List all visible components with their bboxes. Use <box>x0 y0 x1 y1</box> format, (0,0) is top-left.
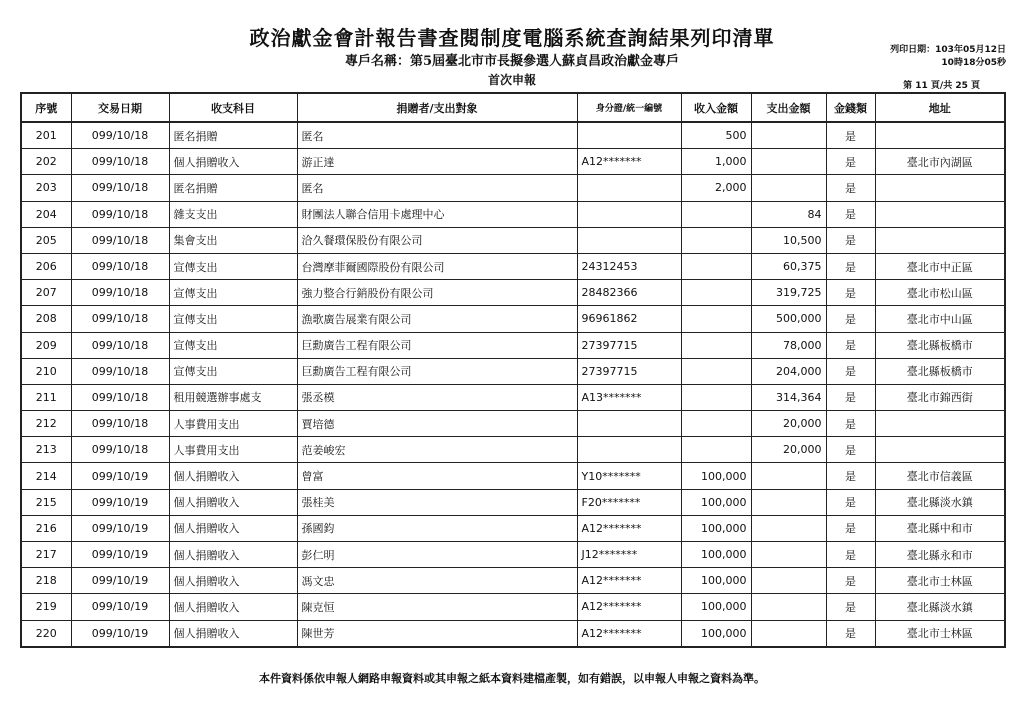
money-type: 是 <box>826 332 875 358</box>
column-header: 收支科目 <box>169 93 297 122</box>
donor-or-payee: 台灣摩菲爾國際股份有限公司 <box>297 253 577 279</box>
donor-or-payee: 洽久餐環保股份有限公司 <box>297 227 577 253</box>
id-number: A12******* <box>577 594 681 620</box>
income-amount <box>681 332 751 358</box>
expense-amount <box>751 122 826 149</box>
id-number <box>577 437 681 463</box>
ledger-table <box>20 92 1006 648</box>
income-amount: 500 <box>681 122 751 149</box>
donor-or-payee: 強力整合行銷股份有限公司 <box>297 280 577 306</box>
money-type: 是 <box>826 437 875 463</box>
document-title: 政治獻金會計報告書查閱制度電腦系統查詢結果列印清單 <box>249 26 775 50</box>
column-header: 序號 <box>21 93 71 122</box>
row-number: 206 <box>21 253 71 279</box>
id-number: Y10******* <box>577 463 681 489</box>
id-number <box>577 227 681 253</box>
account-category: 個人捐贈收入 <box>169 542 297 568</box>
column-header: 地址 <box>875 93 1005 122</box>
expense-amount <box>751 175 826 201</box>
income-amount <box>681 227 751 253</box>
expense-amount <box>751 620 826 647</box>
row-number: 212 <box>21 411 71 437</box>
column-header: 交易日期 <box>71 93 169 122</box>
transaction-date: 099/10/18 <box>71 149 169 175</box>
donor-or-payee: 匿名 <box>297 175 577 201</box>
id-number <box>577 201 681 227</box>
page-info: 第 11 頁/共 25 頁 <box>903 81 980 91</box>
money-type: 是 <box>826 280 875 306</box>
account-name: 專戶名稱：第5屆臺北市市長擬參選人蘇貞昌政治獻金專戶 <box>344 54 680 69</box>
table-row <box>21 620 1005 647</box>
income-amount <box>681 384 751 410</box>
account-category: 個人捐贈收入 <box>169 620 297 647</box>
expense-amount: 84 <box>751 201 826 227</box>
transaction-date: 099/10/18 <box>71 175 169 201</box>
address: 臺北縣淡水鎮 <box>875 489 1005 515</box>
expense-amount: 204,000 <box>751 358 826 384</box>
row-number: 211 <box>21 384 71 410</box>
address <box>875 411 1005 437</box>
donor-or-payee: 彭仁明 <box>297 542 577 568</box>
row-number: 216 <box>21 515 71 541</box>
ledger-body <box>21 122 1005 647</box>
transaction-date: 099/10/19 <box>71 463 169 489</box>
donor-or-payee: 匿名 <box>297 122 577 149</box>
address: 臺北市士林區 <box>875 620 1005 647</box>
transaction-date: 099/10/19 <box>71 489 169 515</box>
transaction-date: 099/10/18 <box>71 122 169 149</box>
expense-amount: 78,000 <box>751 332 826 358</box>
id-number: 27397715 <box>577 332 681 358</box>
table-row <box>21 437 1005 463</box>
address <box>875 175 1005 201</box>
address <box>875 201 1005 227</box>
donor-or-payee: 曾富 <box>297 463 577 489</box>
donor-or-payee: 陳世芳 <box>297 620 577 647</box>
account-category: 個人捐贈收入 <box>169 515 297 541</box>
column-header: 支出金額 <box>751 93 826 122</box>
transaction-date: 099/10/18 <box>71 280 169 306</box>
transaction-date: 099/10/18 <box>71 437 169 463</box>
column-header: 身分證/統一編號 <box>577 93 681 122</box>
address: 臺北縣淡水鎮 <box>875 594 1005 620</box>
account-category: 個人捐贈收入 <box>169 489 297 515</box>
account-category: 個人捐贈收入 <box>169 594 297 620</box>
id-number <box>577 411 681 437</box>
account-category: 宣傳支出 <box>169 280 297 306</box>
donor-or-payee: 漁歌廣告展業有限公司 <box>297 306 577 332</box>
address <box>875 227 1005 253</box>
id-number: A13******* <box>577 384 681 410</box>
income-amount <box>681 201 751 227</box>
money-type: 是 <box>826 253 875 279</box>
account-category: 宣傳支出 <box>169 358 297 384</box>
table-row <box>21 515 1005 541</box>
row-number: 202 <box>21 149 71 175</box>
row-number: 209 <box>21 332 71 358</box>
money-type: 是 <box>826 568 875 594</box>
id-number: A12******* <box>577 568 681 594</box>
column-header: 捐贈者/支出對象 <box>297 93 577 122</box>
footnote: 本件資料係依申報人網路申報資料或其申報之紙本資料建檔產製，如有錯誤，以申報人申報之資料為準。 <box>259 672 765 685</box>
table-row <box>21 384 1005 410</box>
donor-or-payee: 孫國鈞 <box>297 515 577 541</box>
id-number: J12******* <box>577 542 681 568</box>
money-type: 是 <box>826 411 875 437</box>
transaction-date: 099/10/19 <box>71 515 169 541</box>
expense-amount <box>751 594 826 620</box>
expense-amount <box>751 568 826 594</box>
money-type: 是 <box>826 489 875 515</box>
income-amount: 100,000 <box>681 515 751 541</box>
table-row <box>21 122 1005 149</box>
address: 臺北縣永和市 <box>875 542 1005 568</box>
transaction-date: 099/10/18 <box>71 332 169 358</box>
money-type: 是 <box>826 542 875 568</box>
expense-amount <box>751 149 826 175</box>
expense-amount: 60,375 <box>751 253 826 279</box>
table-row <box>21 280 1005 306</box>
transaction-date: 099/10/18 <box>71 306 169 332</box>
expense-amount <box>751 542 826 568</box>
income-amount: 100,000 <box>681 594 751 620</box>
expense-amount: 314,364 <box>751 384 826 410</box>
expense-amount: 20,000 <box>751 437 826 463</box>
id-number: 24312453 <box>577 253 681 279</box>
column-header: 收入金額 <box>681 93 751 122</box>
donor-or-payee: 陳克恒 <box>297 594 577 620</box>
id-number: A12******* <box>577 149 681 175</box>
income-amount: 100,000 <box>681 463 751 489</box>
income-amount <box>681 306 751 332</box>
account-category: 雜支支出 <box>169 201 297 227</box>
income-amount <box>681 358 751 384</box>
account-category: 宣傳支出 <box>169 306 297 332</box>
money-type: 是 <box>826 201 875 227</box>
expense-amount <box>751 463 826 489</box>
money-type: 是 <box>826 384 875 410</box>
print-date-line: 列印日期：103年05月12日 <box>890 45 1006 55</box>
report-type: 首次申報 <box>487 73 536 87</box>
row-number: 219 <box>21 594 71 620</box>
expense-amount <box>751 515 826 541</box>
income-amount: 100,000 <box>681 542 751 568</box>
account-category: 個人捐贈收入 <box>169 463 297 489</box>
account-category: 租用競選辦事處支 <box>169 384 297 410</box>
income-amount <box>681 280 751 306</box>
table-row <box>21 149 1005 175</box>
id-number: A12******* <box>577 620 681 647</box>
table-row <box>21 542 1005 568</box>
income-amount: 100,000 <box>681 568 751 594</box>
address: 臺北市信義區 <box>875 463 1005 489</box>
address: 臺北市松山區 <box>875 280 1005 306</box>
expense-amount: 10,500 <box>751 227 826 253</box>
row-number: 207 <box>21 280 71 306</box>
income-amount: 100,000 <box>681 620 751 647</box>
id-number: 96961862 <box>577 306 681 332</box>
table-row <box>21 358 1005 384</box>
id-number <box>577 175 681 201</box>
row-number: 203 <box>21 175 71 201</box>
id-number: F20******* <box>577 489 681 515</box>
print-time-line: 10時18分05秒 <box>941 58 1006 68</box>
address: 臺北市中山區 <box>875 306 1005 332</box>
address: 臺北市錦西街 <box>875 384 1005 410</box>
transaction-date: 099/10/18 <box>71 253 169 279</box>
row-number: 214 <box>21 463 71 489</box>
row-number: 201 <box>21 122 71 149</box>
donor-or-payee: 馮文忠 <box>297 568 577 594</box>
account-category: 集會支出 <box>169 227 297 253</box>
address <box>875 122 1005 149</box>
income-amount: 2,000 <box>681 175 751 201</box>
table-row <box>21 594 1005 620</box>
header-row <box>21 93 1005 122</box>
row-number: 215 <box>21 489 71 515</box>
table-row <box>21 201 1005 227</box>
table-row <box>21 411 1005 437</box>
transaction-date: 099/10/19 <box>71 594 169 620</box>
money-type: 是 <box>826 515 875 541</box>
donor-or-payee: 游正達 <box>297 149 577 175</box>
address <box>875 437 1005 463</box>
table-row <box>21 568 1005 594</box>
account-category: 人事費用支出 <box>169 437 297 463</box>
id-number: 28482366 <box>577 280 681 306</box>
column-header: 金錢類 <box>826 93 875 122</box>
row-number: 204 <box>21 201 71 227</box>
money-type: 是 <box>826 175 875 201</box>
address: 臺北縣中和市 <box>875 515 1005 541</box>
id-number <box>577 122 681 149</box>
transaction-date: 099/10/18 <box>71 227 169 253</box>
donor-or-payee: 張桂美 <box>297 489 577 515</box>
row-number: 210 <box>21 358 71 384</box>
transaction-date: 099/10/18 <box>71 411 169 437</box>
money-type: 是 <box>826 594 875 620</box>
address: 臺北縣板橋市 <box>875 358 1005 384</box>
row-number: 205 <box>21 227 71 253</box>
transaction-date: 099/10/19 <box>71 620 169 647</box>
table-row <box>21 332 1005 358</box>
donor-or-payee: 財團法人聯合信用卡處理中心 <box>297 201 577 227</box>
id-number: A12******* <box>577 515 681 541</box>
account-category: 匿名捐贈 <box>169 175 297 201</box>
expense-amount <box>751 489 826 515</box>
money-type: 是 <box>826 227 875 253</box>
donor-or-payee: 賈培德 <box>297 411 577 437</box>
address: 臺北市內湖區 <box>875 149 1005 175</box>
account-category: 個人捐贈收入 <box>169 568 297 594</box>
donor-or-payee: 巨勳廣告工程有限公司 <box>297 332 577 358</box>
transaction-date: 099/10/18 <box>71 358 169 384</box>
row-number: 217 <box>21 542 71 568</box>
row-number: 213 <box>21 437 71 463</box>
account-category: 宣傳支出 <box>169 332 297 358</box>
address: 臺北縣板橋市 <box>875 332 1005 358</box>
account-category: 匿名捐贈 <box>169 122 297 149</box>
row-number: 220 <box>21 620 71 647</box>
address: 臺北市士林區 <box>875 568 1005 594</box>
row-number: 218 <box>21 568 71 594</box>
print-date <box>890 44 1006 70</box>
transaction-date: 099/10/19 <box>71 542 169 568</box>
donor-or-payee: 張丞模 <box>297 384 577 410</box>
income-amount <box>681 437 751 463</box>
money-type: 是 <box>826 358 875 384</box>
account-category: 個人捐贈收入 <box>169 149 297 175</box>
income-amount <box>681 253 751 279</box>
money-type: 是 <box>826 149 875 175</box>
table-row <box>21 175 1005 201</box>
donor-or-payee: 巨勳廣告工程有限公司 <box>297 358 577 384</box>
expense-amount: 20,000 <box>751 411 826 437</box>
income-amount <box>681 411 751 437</box>
id-number: 27397715 <box>577 358 681 384</box>
table-row <box>21 253 1005 279</box>
expense-amount: 319,725 <box>751 280 826 306</box>
money-type: 是 <box>826 122 875 149</box>
income-amount: 100,000 <box>681 489 751 515</box>
table-row <box>21 306 1005 332</box>
table-row <box>21 227 1005 253</box>
table-row <box>21 489 1005 515</box>
account-category: 宣傳支出 <box>169 253 297 279</box>
transaction-date: 099/10/18 <box>71 384 169 410</box>
money-type: 是 <box>826 306 875 332</box>
table-row <box>21 463 1005 489</box>
address: 臺北市中正區 <box>875 253 1005 279</box>
expense-amount: 500,000 <box>751 306 826 332</box>
account-category: 人事費用支出 <box>169 411 297 437</box>
transaction-date: 099/10/18 <box>71 201 169 227</box>
row-number: 208 <box>21 306 71 332</box>
money-type: 是 <box>826 620 875 647</box>
income-amount: 1,000 <box>681 149 751 175</box>
money-type: 是 <box>826 463 875 489</box>
transaction-date: 099/10/19 <box>71 568 169 594</box>
donor-or-payee: 范姜峻宏 <box>297 437 577 463</box>
